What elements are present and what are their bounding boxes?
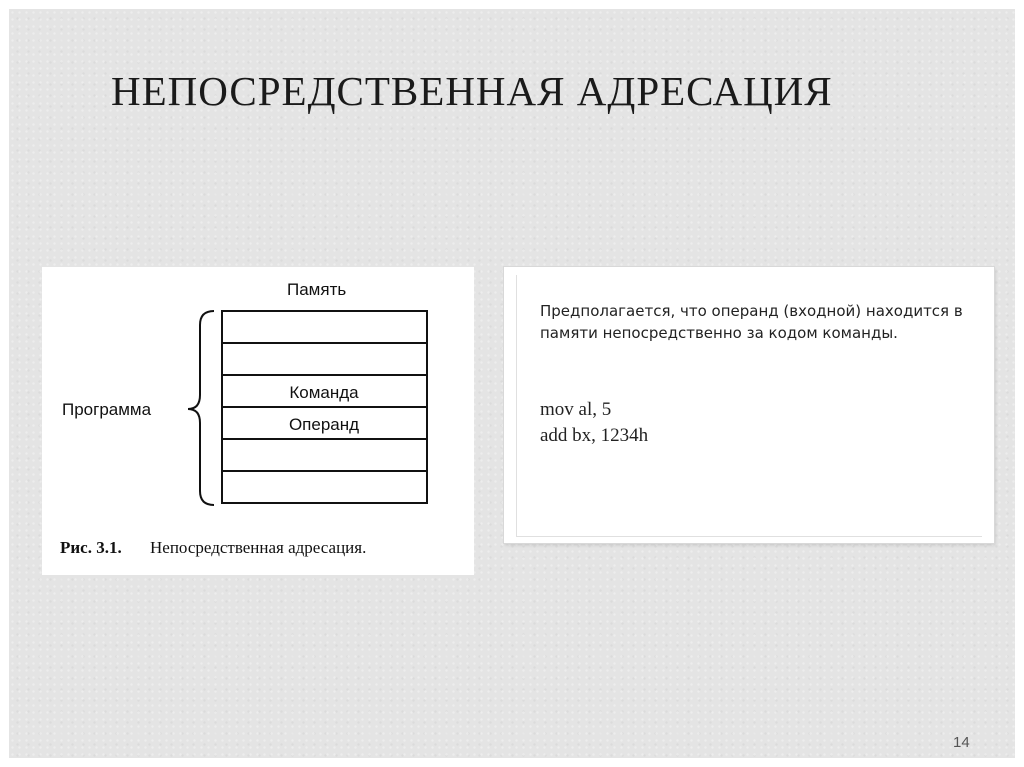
- memory-diagram: [42, 267, 474, 575]
- figure-caption-text: Непосредственная адресация.: [150, 538, 367, 557]
- description-paragraph: Предполагается, что операнд (входной) находится в памяти непосредственно за кодом команды.: [540, 302, 963, 342]
- code-line: mov al, 5: [540, 399, 612, 420]
- memory-cell-1: [222, 311, 427, 343]
- slide: [9, 9, 1015, 758]
- program-label: Программа: [62, 400, 152, 419]
- cell-command-label: Команда: [289, 383, 359, 402]
- memory-cell-2: [222, 343, 427, 375]
- code-line: add bx, 1234h: [540, 425, 649, 446]
- program-brace: [188, 311, 214, 505]
- slide-title: НЕПОСРЕДСТВЕННАЯ АДРЕСАЦИЯ: [111, 68, 833, 114]
- memory-cell-5: [222, 439, 427, 471]
- page-number: 14: [953, 734, 970, 751]
- memory-cell-6: [222, 471, 427, 503]
- memory-label: Память: [287, 280, 347, 299]
- cell-operand-label: Операнд: [288, 415, 360, 434]
- memory-cells: [222, 311, 427, 503]
- code-example: [540, 397, 648, 449]
- figure-caption-prefix: Рис. 3.1.: [60, 538, 122, 557]
- figure-memory-diagram: [42, 267, 474, 575]
- text-panel: [504, 267, 994, 543]
